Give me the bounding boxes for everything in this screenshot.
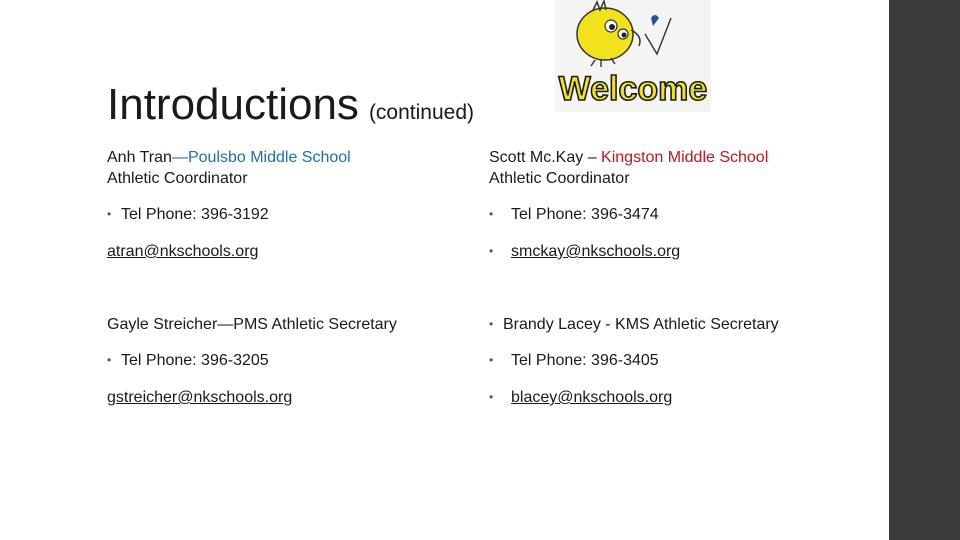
left-person1-phone: Tel Phone: 396-3192 — [121, 206, 269, 223]
left-person1-role: Athletic Coordinator — [107, 170, 248, 187]
right-person1-school: Kingston Middle School — [601, 149, 769, 166]
left-person1-email-line — [107, 241, 258, 262]
right-person1-phone: Tel Phone: 396-3474 — [511, 206, 659, 223]
left-person1-school: —Poulsbo Middle School — [171, 149, 351, 166]
welcome-text: Welcome — [558, 70, 708, 108]
left-person2-email-line — [107, 387, 292, 408]
right-person1-heading — [489, 147, 768, 189]
right-person1-name: Scott Mc.Kay – — [489, 149, 602, 166]
right-person2-name-role: Brandy Lacey - KMS Athletic Secretary — [503, 316, 779, 333]
left-person1-phone-line — [107, 204, 269, 225]
title-main: Introductions — [107, 80, 359, 129]
title-subtitle: (continued) — [368, 101, 474, 124]
right-person1-email[interactable]: smckay@nkschools.org — [511, 243, 681, 260]
bullet-icon: • — [107, 353, 112, 367]
right-person1-email-line — [489, 241, 680, 262]
left-person1-name: Anh Tran — [107, 149, 172, 166]
right-person2-heading — [489, 314, 779, 335]
bullet-icon: • — [489, 390, 494, 404]
bullet-icon: • — [489, 317, 494, 331]
right-person2-email[interactable]: blacey@nkschools.org — [511, 389, 673, 406]
welcome-logo — [555, 0, 711, 112]
left-person2-phone: Tel Phone: 396-3205 — [121, 352, 269, 369]
bullet-icon: • — [489, 244, 494, 258]
right-person1-phone-line — [489, 204, 659, 225]
left-person2-heading — [107, 314, 397, 335]
bullet-icon: • — [107, 207, 112, 221]
bullet-icon: • — [489, 207, 494, 221]
right-person2-phone-line — [489, 350, 659, 371]
left-person2-email[interactable]: gstreicher@nkschools.org — [107, 389, 293, 406]
left-person2-name-role: Gayle Streicher—PMS Athletic Secretary — [107, 316, 397, 333]
right-person2-email-line — [489, 387, 672, 408]
right-person1-role: Athletic Coordinator — [489, 170, 630, 187]
left-person1-email[interactable]: atran@nkschools.org — [107, 243, 259, 260]
left-person1-heading — [107, 147, 351, 189]
slide-title — [107, 80, 474, 130]
left-person2-phone-line — [107, 350, 269, 371]
right-sidebar-bar — [889, 0, 960, 540]
right-person2-phone: Tel Phone: 396-3405 — [511, 352, 659, 369]
bullet-icon: • — [489, 353, 494, 367]
